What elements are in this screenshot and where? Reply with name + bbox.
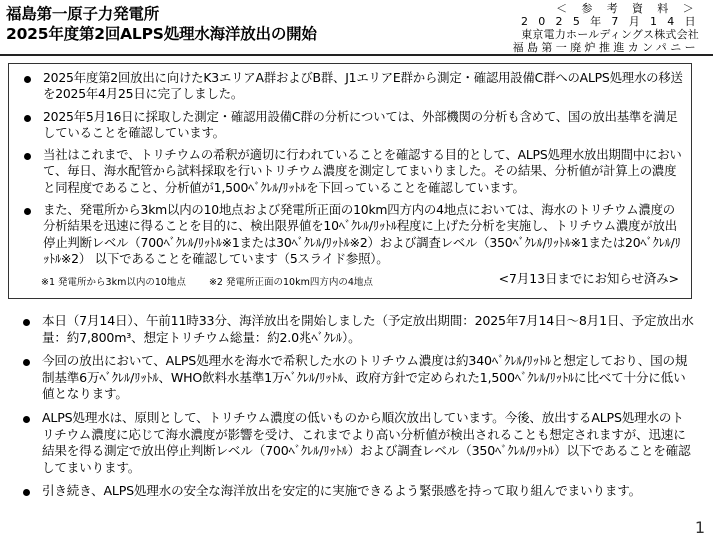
footnote-1: ※1 発電所から3km以内の10地点: [41, 277, 186, 288]
box-item-text: 2025年5月16日に採取した測定・確認用設備C群の分析については、外部機関の分析も含めて、国の放出基準を満足していることを確認しています。: [43, 108, 678, 140]
main-content: [8, 313, 698, 507]
main-item-text: ALPS処理水は、原則として、トリチウム濃度の低いものから順次放出しています。今後、放出するALPS処理水のトリチウム濃度に応じて海水濃度が影響を受け、これまでより高い分析値が検出されることも想定されますが、迅速に結果を得る測定で放出停止判断レベル（700ﾍﾞｸﾚﾙ/ﾘｯﾄﾙ）および調査レベル（350ﾍﾞｸﾚﾙ/ﾘｯﾄﾙ）以下であることを確認してまいります。: [42, 409, 691, 475]
main-bullet-item: [8, 410, 698, 476]
title-line-2: 2025年度第2回ALPS処理水海洋放出の開始: [6, 25, 317, 43]
footnotes: [41, 277, 393, 289]
previously-announced-box: [8, 63, 692, 299]
bullet-icon: [23, 489, 30, 496]
main-item-text: 引き続き、ALPS処理水の安全な海洋放出を安定的に実施できるよう緊張感を持って取り組んでまいります。: [42, 483, 642, 499]
reference-block: [513, 2, 699, 54]
box-bullet-item: [9, 202, 693, 267]
bullet-icon: [24, 153, 31, 160]
bullet-icon: [24, 76, 31, 83]
document-date: 2 0 2 5 年 7 月 1 4 日: [520, 15, 699, 28]
bullet-icon: [23, 416, 30, 423]
box-item-text: 当社はこれまで、トリチウムの希釈が適切に行われていることを確認する目的として、ALPS処理水放出期間中において、毎日、海水配管から試料採取を行いトリチウム濃度を測定してまいりました。その結果、分析値が計算上の濃度と同程度であること、分析値が1,500ﾍﾞｸﾚﾙ/ﾘｯﾄﾙを下回っていることを確認しています。: [43, 147, 682, 195]
bullet-icon: [24, 115, 31, 122]
box-bullet-item: [9, 70, 693, 103]
header-divider: [0, 54, 713, 56]
main-item-text: 本日（7月14日）、午前11時33分、海洋放出を開始しました（予定放出期間：2025年7月14日～8月1日、予定放出水量：約7,800m³、想定トリチウム総量：約2.0兆ﾍﾞｸﾚﾙ）。: [42, 313, 694, 345]
main-bullet-item: [8, 353, 698, 403]
company-name: 東京電力ホールディングス株式会社: [521, 28, 699, 41]
department-name: 福島第一廃炉推進カンパニー: [512, 41, 699, 54]
bullet-icon: [23, 359, 30, 366]
box-bullet-item: [9, 109, 693, 142]
title-block: [6, 4, 317, 44]
main-item-text: 今回の放出において、ALPS処理水を海水で希釈した水のトリチウム濃度は約340ﾍﾞｸﾚﾙ/ﾘｯﾄﾙと想定しており、国の規制基準6万ﾍﾞｸﾚﾙ/ﾘｯﾄﾙ、WHO飲料水基準1万ﾍﾞｸﾚﾙ/ﾘｯﾄﾙ、政府方針で定められた1,500ﾍﾞｸﾚﾙ/ﾘｯﾄﾙに比べて十分に低い値となります。: [42, 353, 688, 402]
main-bullet-item: [8, 483, 698, 500]
bullet-icon: [24, 208, 31, 215]
announcement-note: <7月13日までにお知らせ済み>: [498, 271, 679, 286]
main-bullet-list: [8, 313, 698, 500]
box-bullet-item: [9, 147, 693, 196]
footnote-2: ※2 発電所正面の10km四方内の4地点: [208, 277, 373, 288]
bullet-icon: [23, 319, 30, 326]
reference-label: ＜ 参 考 資 料 ＞: [556, 2, 699, 15]
title-line-1: 福島第一原子力発電所: [6, 5, 160, 23]
box-bullet-list: [9, 70, 693, 273]
page-number: 1: [694, 518, 705, 537]
main-bullet-item: [8, 313, 698, 346]
box-item-text: 2025年度第2回放出に向けたK3エリアA群およびB群、J1エリアE群から測定・確認用設備C群へのALPS処理水の移送を2025年4月25日に完了しました。: [43, 70, 683, 102]
box-item-text: また、発電所から3km以内の10地点および発電所正面の10km四方内の4地点においては、海水のトリチウム濃度の分析結果を迅速に得ることを目的に、検出限界値を10ﾍﾞｸﾚﾙ/ﾘｯﾄﾙ程度に上げた分析を実施し、トリチウム濃度が放出停止判断レベル（700ﾍﾞｸﾚﾙ/ﾘｯﾄﾙ※1または30ﾍﾞｸﾚﾙ/ﾘｯﾄﾙ※2）および調査レベル（350ﾍﾞｸﾚﾙ/ﾘｯﾄﾙ※1または20ﾍﾞｸﾚﾙ/ﾘｯﾄﾙ※2） 以下であることを確認しています（5スライド参照）。: [43, 202, 681, 266]
